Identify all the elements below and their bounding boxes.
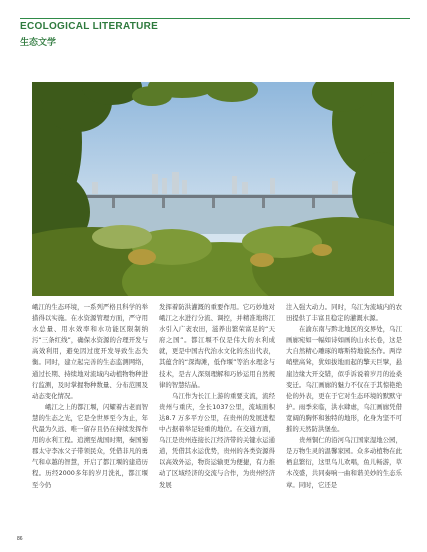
text-column-2 <box>159 302 275 491</box>
landscape-photo <box>32 82 394 296</box>
paragraph: 发挥着防洪灌溉的重要作用。它巧妙地对峨江之水进行分流、调控，并精准地将江水引入广袤农田，滋养出繁荣富足的“天府之国”。都江堰不仅是伟大的水利成就，更是中国古代治水文化的杰出代表，其蕴含的“深淘滩，低作堰”等治水理念与技术，是古人深刻理解和巧妙运用自然规律的智慧结晶。 <box>159 303 275 389</box>
paragraph: 峨江之上的都江堰，闪耀着古老而智慧的生态之光，它是全世界至今为止，年代最为久远、唯一留存且仍在持续发挥作用的水利工程。追溯至战国时期，秦国蜀郡太守李冰父子带领民众，凭借非凡的勇气和卓越的智慧，开启了都江堰的建造历程。历经2000多年的岁月洗礼，都江堰至今仍 <box>32 402 148 489</box>
text-column-3 <box>286 302 402 491</box>
paragraph: 峨江的生态环境，一系列严格且科学的举措得以实施。在水资源管理方面，严守用水总量、用水效率和水功能区限制纳污“三条红线”，确保水资源的合理开发与高效利用，避免因过度开发导致生态失衡。同时，建立起完善的生态监测网络，通过长期、持续地对流域内动植物物种进行监测，及时掌握物种数量、分布范围及动态变化情况。 <box>32 303 148 400</box>
page-header <box>20 18 410 48</box>
paragraph: 在渝东南与黔北地区的交界处，乌江画廊宛如一幅如诗如画的山水长卷，这是大自然精心雕琢的喀斯特地貌杰作。两岸峭壁高耸，犹如拔地而起的擎天巨擘，悬崖边缘大开交错，似乎诉说着岁月的沧桑变迁。乌江画廊的魅力不仅在于其惊艳绝伦的外表，更在于它对生态环境的默默守护。雨季来临，洪水肆虐，乌江画廊凭借宽阔的胸怀和独特的地形，化身为坚不可摧的天然防洪堡垒。 <box>286 325 402 434</box>
page-number: 86 <box>17 536 23 542</box>
paragraph: 乌江作为长江上游的重要支流，流经贵州与重庆，全长1037公里，流域面积达8.7 万多平方公里，在贵州的发展进程中占据着举足轻重的地位。在交通方面，乌江是贵州连接长江经济带的关键水运通道，凭借其水运优势，贵州的各类资源得以高效外运，物资运输更为便捷，有力推动了区域经济的交流与合作，为贵州经济发展 <box>159 391 275 489</box>
paragraph: 注入强大动力。同时，乌江为流域内的农田提供了丰富且稳定的灌溉水源。 <box>286 303 402 323</box>
landscape-illustration <box>32 82 394 296</box>
article-body <box>32 302 402 532</box>
section-title-chinese: 生态文学 <box>20 38 57 48</box>
paragraph: 贵州铜仁的沿河乌江国家湿地公园，是万物生灵的温馨家园。众多动植物在此栖息繁衍，这里鸟儿欢唱，鱼儿畅游，草木茂盛，共同奏响一曲和谐美妙的生态乐章。同时，它还是 <box>286 436 402 489</box>
header-rule <box>20 18 410 19</box>
section-title-english: ECOLOGICAL LITERATURE <box>20 21 159 32</box>
text-column-1 <box>32 302 148 491</box>
